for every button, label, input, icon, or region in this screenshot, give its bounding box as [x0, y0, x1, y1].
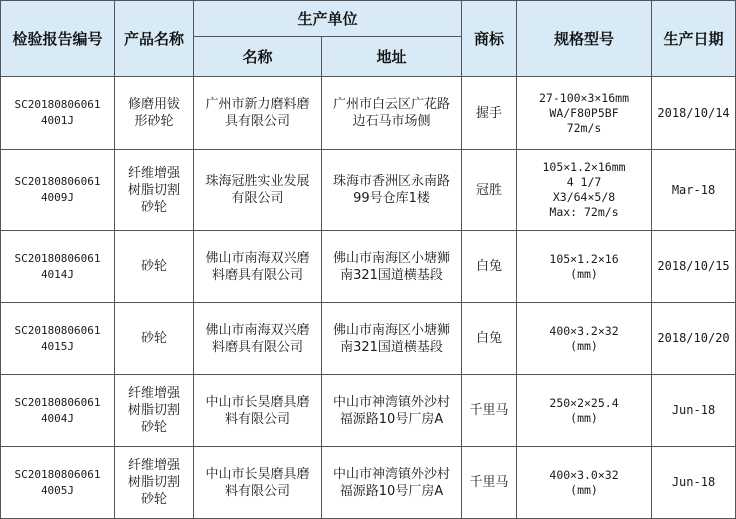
cell-line: 福源路10号厂房A — [339, 483, 444, 499]
cell-line: 砂轮 — [140, 420, 167, 435]
cell-line: 形砂轮 — [134, 114, 174, 129]
product-name-cell — [115, 231, 194, 303]
cell-line: 105×1.2×16 — [549, 251, 619, 266]
producer-address-cell — [322, 303, 462, 375]
report-no-cell — [1, 303, 115, 375]
cell-line: 4005J — [40, 483, 75, 497]
cell-line: 料磨具有限公司 — [211, 339, 303, 355]
producer-address-cell — [322, 375, 462, 447]
cell-line: 4015J — [40, 339, 75, 353]
spec-cell — [517, 303, 652, 375]
cell-line: 树脂切割 — [127, 403, 180, 418]
producer-name-cell — [194, 231, 322, 303]
product-name-cell — [115, 303, 194, 375]
cell-line: 珠海市香洲区永南路 — [333, 174, 451, 189]
cell-line: 4009J — [40, 191, 75, 204]
cell-line: 广州市白云区广花路 — [333, 97, 451, 112]
spec-cell — [517, 447, 652, 519]
cell-line: 中山市长昊磨具磨 — [205, 466, 310, 482]
cell-line: 砂轮 — [140, 259, 167, 274]
producer-name-cell — [194, 447, 322, 519]
product-name-cell — [115, 77, 194, 150]
spec-cell — [517, 231, 652, 303]
cell-line: 广州市新力磨料磨 — [205, 97, 310, 112]
header-spec: 规格型号 — [517, 1, 652, 77]
header-producer: 生产单位 — [194, 1, 462, 37]
cell-line: 佛山市南海区小塘狮 — [333, 250, 451, 266]
cell-line: 南321国道横基段 — [340, 339, 443, 355]
report-no-cell — [1, 447, 115, 519]
report-no-cell — [1, 150, 115, 231]
product-name-cell — [115, 447, 194, 519]
cell-line: SC20180806061 — [14, 251, 101, 265]
product-name-cell — [115, 375, 194, 447]
report-no-cell — [1, 231, 115, 303]
producer-address-cell — [322, 447, 462, 519]
cell-line: 砂轮 — [140, 331, 167, 346]
cell-line: 中山市神湾镇外沙村 — [333, 466, 451, 482]
producer-address-cell — [322, 150, 462, 231]
producer-name-cell — [194, 375, 322, 447]
product-name-cell — [115, 150, 194, 231]
cell-line: 珠海冠胜实业发展 — [205, 174, 310, 189]
cell-line: (mm) — [570, 410, 598, 425]
cell-line: 边石马市场侧 — [352, 114, 431, 129]
production-date-cell: Jun-18 — [652, 447, 736, 519]
cell-line: 福源路10号厂房A — [339, 411, 444, 427]
cell-line: 中山市长昊磨具磨 — [205, 394, 310, 410]
header-production-date: 生产日期 — [652, 1, 736, 77]
producer-address-cell — [322, 77, 462, 150]
cell-line: SC20180806061 — [14, 395, 101, 409]
production-date-cell: Mar-18 — [652, 150, 736, 231]
header-brand: 商标 — [462, 1, 517, 77]
cell-line: 4004J — [40, 411, 75, 425]
header-report-no: 检验报告编号 — [1, 1, 115, 77]
brand-cell: 握手 — [462, 77, 517, 150]
cell-line: 105×1.2×16mm — [542, 160, 626, 174]
cell-line: 料有限公司 — [224, 411, 290, 427]
brand-cell: 白兔 — [462, 231, 517, 303]
cell-line: 中山市神湾镇外沙村 — [333, 394, 451, 410]
cell-line: 400×3.0×32 — [549, 467, 619, 482]
cell-line: 佛山市南海双兴磨 — [205, 250, 310, 266]
cell-line: 4014J — [40, 267, 75, 281]
cell-line: 料磨具有限公司 — [211, 267, 303, 283]
cell-line: X3/64×5/8 — [552, 190, 616, 204]
table-row — [1, 375, 736, 447]
cell-line: WA/F80P5BF — [549, 105, 619, 120]
cell-line: 4 1/7 — [566, 175, 602, 189]
cell-line: SC20180806061 — [14, 323, 101, 337]
header-producer-address: 地址 — [322, 37, 462, 77]
brand-cell: 千里马 — [462, 375, 517, 447]
cell-line: (mm) — [570, 266, 598, 281]
cell-line: (mm) — [570, 338, 598, 353]
cell-line: 27-100×3×16mm — [539, 90, 630, 105]
cell-line: 修磨用钹 — [127, 97, 180, 112]
spec-cell — [517, 150, 652, 231]
table-row — [1, 77, 736, 150]
brand-cell: 冠胜 — [462, 150, 517, 231]
cell-line: Max: 72m/s — [549, 205, 619, 219]
table-row — [1, 447, 736, 519]
brand-cell: 千里马 — [462, 447, 517, 519]
production-date-cell: 2018/10/14 — [652, 77, 736, 150]
producer-name-cell — [194, 303, 322, 375]
spec-cell — [517, 375, 652, 447]
cell-line: 砂轮 — [140, 199, 167, 215]
cell-line: 佛山市南海双兴磨 — [205, 322, 310, 338]
report-no-cell — [1, 375, 115, 447]
cell-line: 4001J — [40, 114, 75, 127]
header-producer-name: 名称 — [194, 37, 322, 77]
cell-line: 有限公司 — [231, 191, 284, 206]
producer-name-cell — [194, 77, 322, 150]
cell-line: SC20180806061 — [14, 467, 101, 481]
cell-line: 纤维增强 — [127, 386, 180, 401]
cell-line: 南321国道横基段 — [340, 267, 443, 283]
cell-line: 250×2×25.4 — [549, 395, 619, 410]
cell-line: 纤维增强 — [127, 458, 180, 473]
cell-line: 纤维增强 — [127, 165, 180, 181]
brand-cell: 白兔 — [462, 303, 517, 375]
table-row — [1, 303, 736, 375]
production-date-cell: Jun-18 — [652, 375, 736, 447]
cell-line: 佛山市南海区小塘狮 — [333, 322, 451, 338]
report-no-cell — [1, 77, 115, 150]
cell-line: 72m/s — [566, 120, 602, 135]
cell-line: 树脂切割 — [127, 475, 180, 490]
table-header — [1, 1, 736, 77]
cell-line: 99号仓库1楼 — [353, 191, 430, 206]
table-body — [1, 77, 736, 519]
cell-line: 砂轮 — [140, 492, 167, 507]
cell-line: 具有限公司 — [224, 114, 290, 129]
header-product-name: 产品名称 — [115, 1, 194, 77]
cell-line: (mm) — [570, 482, 598, 497]
production-date-cell: 2018/10/15 — [652, 231, 736, 303]
table-row — [1, 150, 736, 231]
cell-line: 400×3.2×32 — [549, 323, 619, 338]
cell-line: SC20180806061 — [14, 175, 101, 188]
cell-line: 料有限公司 — [224, 483, 290, 499]
producer-address-cell — [322, 231, 462, 303]
table-row — [1, 231, 736, 303]
producer-name-cell — [194, 150, 322, 231]
cell-line: SC20180806061 — [14, 98, 101, 111]
cell-line: 树脂切割 — [127, 182, 180, 198]
production-date-cell: 2018/10/20 — [652, 303, 736, 375]
spec-cell — [517, 77, 652, 150]
